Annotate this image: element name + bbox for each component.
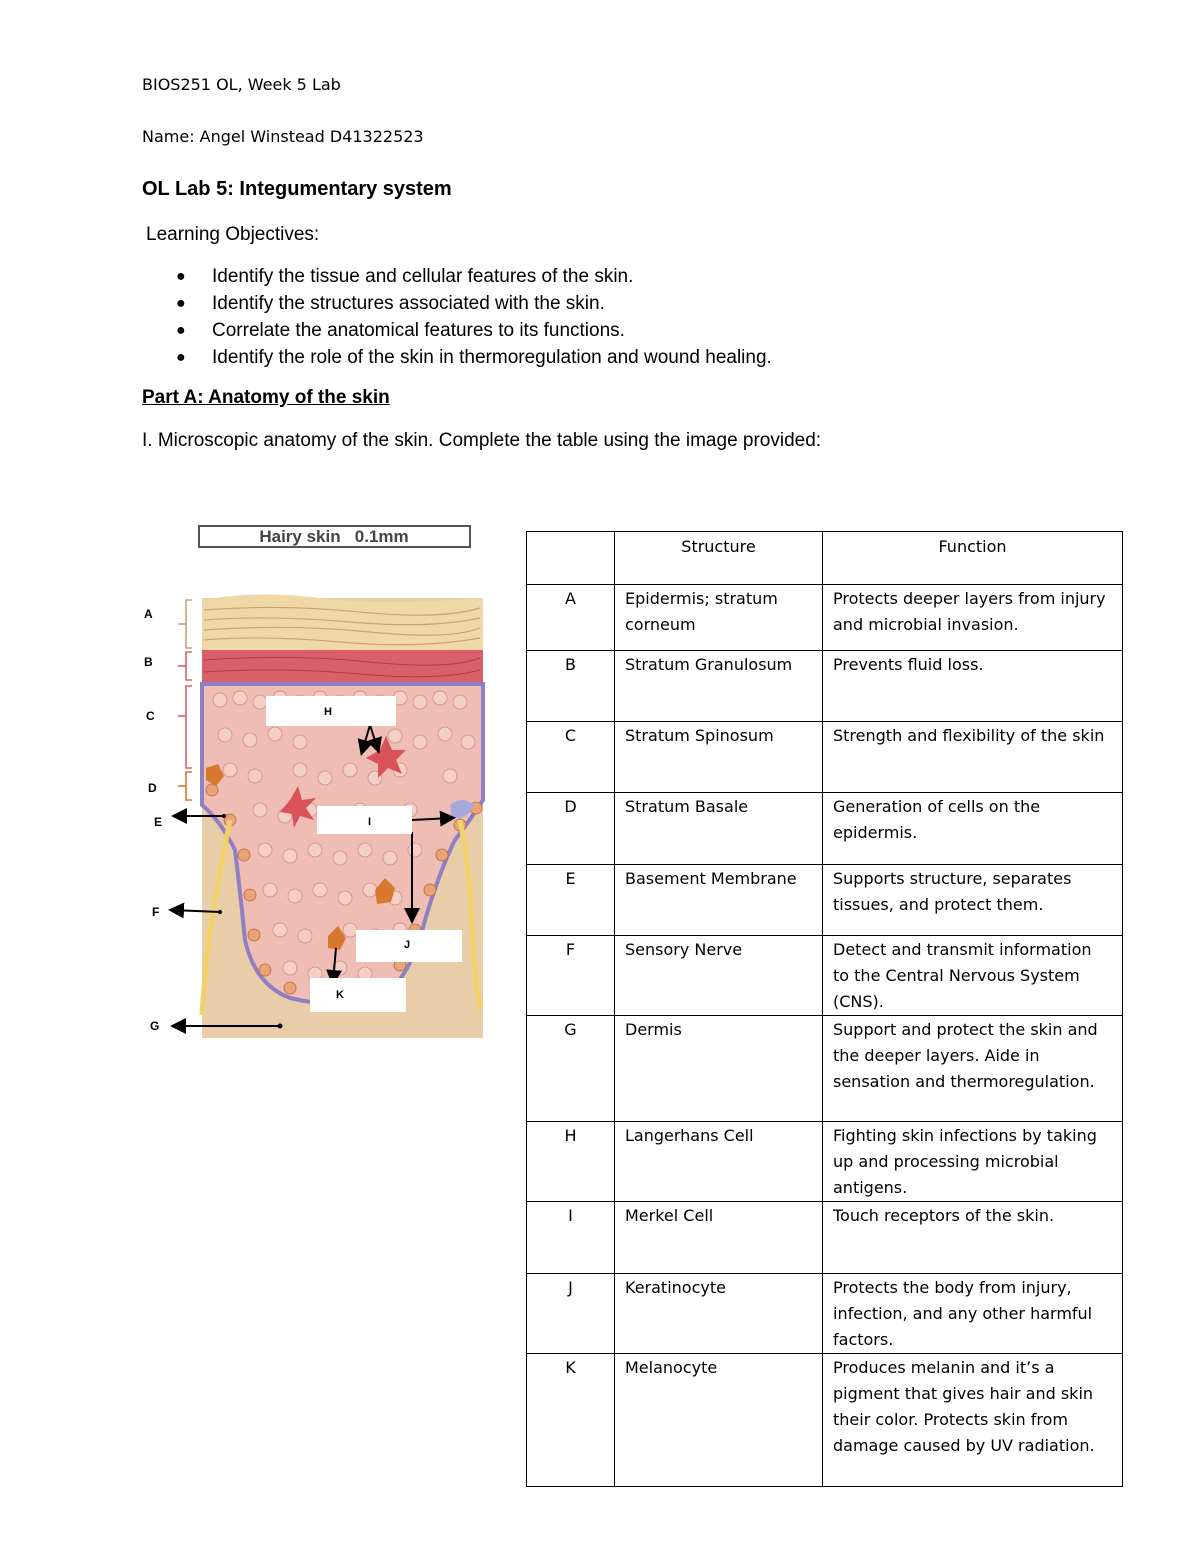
- row-letter: I: [527, 1202, 615, 1274]
- label-e: E: [154, 815, 163, 829]
- row-function: Protects deeper layers from injury and microbial invasion.: [823, 585, 1123, 651]
- column-header-structure: Structure: [615, 532, 823, 585]
- bracket-d: [186, 772, 192, 800]
- table-row: [527, 585, 1123, 651]
- row-letter: H: [527, 1122, 615, 1202]
- course-header: BIOS251 OL, Week 5 Lab: [142, 75, 341, 94]
- list-item: ● Identify the tissue and cellular features of the skin.: [142, 263, 772, 290]
- row-structure: Melanocyte: [615, 1354, 823, 1487]
- objectives-list: [142, 263, 772, 371]
- column-header-letter: [527, 532, 615, 585]
- row-function: Protects the body from injury, infection, and any other harmful factors.: [823, 1274, 1123, 1354]
- table-row: [527, 722, 1123, 793]
- row-structure: Epidermis; stratum corneum: [615, 585, 823, 651]
- table-row: [527, 1274, 1123, 1354]
- label-j: J: [404, 939, 411, 951]
- bullet-icon: ●: [176, 349, 186, 366]
- row-structure: Sensory Nerve: [615, 936, 823, 1016]
- skin-diagram: [140, 520, 485, 1045]
- row-function: Produces melanin and it’s a pigment that gives hair and skin their color. Protects skin from damage caused by UV radiation.: [823, 1354, 1123, 1487]
- bracket-b: [186, 652, 192, 680]
- column-header-function: Function: [823, 532, 1123, 585]
- label-a: A: [144, 607, 153, 621]
- list-item: ● Identify the role of the skin in thermoregulation and wound healing.: [142, 344, 772, 371]
- row-function: Prevents fluid loss.: [823, 651, 1123, 722]
- list-item: ● Identify the structures associated with the skin.: [142, 290, 772, 317]
- student-name: Name: Angel Winstead D41322523: [142, 127, 424, 146]
- bullet-icon: ●: [176, 268, 186, 285]
- row-function: Detect and transmit information to the Central Nervous System (CNS).: [823, 936, 1123, 1016]
- bracket-a: [186, 600, 192, 648]
- table-row: [527, 1354, 1123, 1487]
- label-d: D: [148, 781, 157, 795]
- row-function: Generation of cells on the epidermis.: [823, 793, 1123, 865]
- row-letter: C: [527, 722, 615, 793]
- label-i: I: [368, 816, 372, 828]
- label-box-k: [310, 978, 406, 1012]
- label-h: H: [324, 706, 332, 718]
- table-row: [527, 1122, 1123, 1202]
- row-letter: G: [527, 1016, 615, 1122]
- table-row: [527, 865, 1123, 936]
- row-function: Touch receptors of the skin.: [823, 1202, 1123, 1274]
- anatomy-table: [526, 531, 1123, 1487]
- table-row: [527, 1016, 1123, 1122]
- table-header-row: [527, 532, 1123, 585]
- row-structure: Keratinocyte: [615, 1274, 823, 1354]
- row-function: Supports structure, separates tissues, and protect them.: [823, 865, 1123, 936]
- label-f: F: [152, 905, 160, 919]
- figure-caption: Hairy skin 0.1mm: [259, 527, 409, 546]
- row-letter: F: [527, 936, 615, 1016]
- row-letter: B: [527, 651, 615, 722]
- instruction-text: I. Microscopic anatomy of the skin. Complete the table using the image provided:: [142, 430, 822, 451]
- row-structure: Langerhans Cell: [615, 1122, 823, 1202]
- row-function: Support and protect the skin and the deeper layers. Aide in sensation and thermoregulation.: [823, 1016, 1123, 1122]
- label-box-i: [317, 806, 412, 834]
- bracket-c: [186, 686, 192, 768]
- bullet-icon: ●: [176, 322, 186, 339]
- row-structure: Stratum Basale: [615, 793, 823, 865]
- list-item: ● Correlate the anatomical features to its functions.: [142, 317, 772, 344]
- row-structure: Stratum Granulosum: [615, 651, 823, 722]
- row-letter: K: [527, 1354, 615, 1487]
- row-function: Fighting skin infections by taking up and processing microbial antigens.: [823, 1122, 1123, 1202]
- table-row: [527, 651, 1123, 722]
- row-letter: J: [527, 1274, 615, 1354]
- table-row: [527, 1202, 1123, 1274]
- part-a-heading: Part A: Anatomy of the skin: [142, 387, 390, 408]
- label-c: C: [146, 709, 155, 723]
- label-k: K: [336, 989, 344, 1001]
- row-letter: D: [527, 793, 615, 865]
- row-function: Strength and flexibility of the skin: [823, 722, 1123, 793]
- stratum-granulosum: [202, 650, 483, 684]
- table-row: [527, 793, 1123, 865]
- row-structure: Stratum Spinosum: [615, 722, 823, 793]
- row-structure: Basement Membrane: [615, 865, 823, 936]
- row-structure: Merkel Cell: [615, 1202, 823, 1274]
- row-structure: Dermis: [615, 1016, 823, 1122]
- objectives-heading: Learning Objectives:: [146, 224, 320, 245]
- row-letter: A: [527, 585, 615, 651]
- table-row: [527, 936, 1123, 1016]
- label-g: G: [150, 1019, 160, 1033]
- row-letter: E: [527, 865, 615, 936]
- page-title: OL Lab 5: Integumentary system: [142, 178, 452, 200]
- label-b: B: [144, 655, 153, 669]
- bullet-icon: ●: [176, 295, 186, 312]
